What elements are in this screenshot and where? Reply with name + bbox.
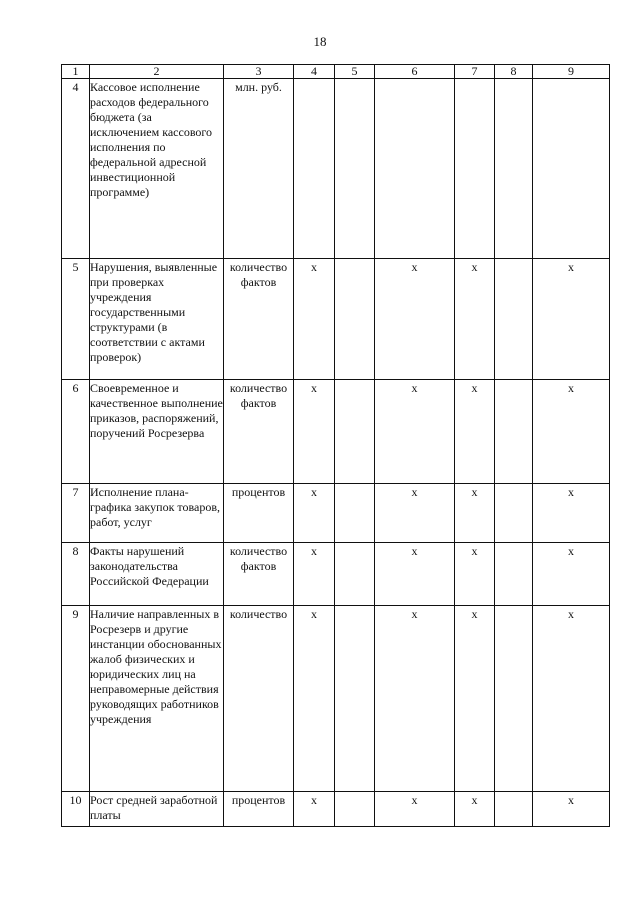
value-cell-col-4-text: x — [311, 607, 317, 621]
indicator-name-cell — [90, 380, 224, 484]
value-cell-col-8-text — [495, 259, 532, 260]
indicator-name-cell — [90, 606, 224, 792]
table-body — [62, 65, 610, 827]
header-cell-2: 2 — [90, 65, 224, 79]
value-cell-col-8-text — [495, 380, 532, 381]
unit-cell-text: количество фактов — [229, 260, 288, 289]
unit-cell-text: процентов — [231, 485, 286, 499]
indicator-name-cell-text: Исполнение плана-графика закупок товаров, работ, услуг — [90, 485, 220, 529]
value-cell-col-5-text — [335, 792, 374, 793]
value-cell-col-4-text: x — [311, 381, 317, 395]
value-cell-col-7-text — [455, 79, 494, 80]
value-cell-col-4 — [294, 484, 335, 543]
table-row — [62, 606, 610, 792]
value-cell-col-5 — [335, 543, 375, 606]
table-row — [62, 543, 610, 606]
value-cell-col-7 — [455, 79, 495, 259]
value-cell-col-8 — [495, 259, 533, 380]
indicator-name-cell — [90, 484, 224, 543]
header-cell-3: 3 — [224, 65, 294, 79]
indicator-name-cell-text: Факты нарушений законодательства Российской Федерации — [90, 544, 209, 588]
row-number-cell-text: 10 — [69, 793, 82, 807]
value-cell-col-7-text: x — [471, 260, 478, 274]
value-cell-col-9 — [533, 792, 610, 827]
page-number: 18 — [313, 34, 327, 49]
value-cell-col-8-text — [495, 79, 532, 80]
indicator-name-cell-text: Наличие направленных в Росрезерв и другие инстанции обоснованных жалоб физических и юридических лиц на неправомерные действия руководящих работников учреждения — [90, 607, 222, 726]
indicators-table — [61, 64, 610, 827]
indicator-name-cell-text: Кассовое исполнение расходов федерального бюджета (за исключением кассового исполнения по федеральной адресной инвестиционной программе) — [90, 80, 213, 199]
header-cell-8: 8 — [495, 65, 533, 79]
header-cell-1: 1 — [62, 65, 90, 79]
unit-cell — [224, 79, 294, 259]
value-cell-col-6-text: x — [411, 260, 418, 274]
unit-cell-text: млн. руб. — [235, 80, 282, 94]
value-cell-col-9 — [533, 79, 610, 259]
value-cell-col-6-text — [375, 79, 454, 80]
row-number-cell-text: 4 — [72, 80, 79, 94]
row-number-cell-text: 5 — [72, 260, 79, 274]
value-cell-col-5 — [335, 792, 375, 827]
value-cell-col-6 — [375, 380, 455, 484]
value-cell-col-6 — [375, 484, 455, 543]
value-cell-col-8 — [495, 380, 533, 484]
value-cell-col-6-text: x — [411, 381, 418, 395]
row-number-cell — [62, 606, 90, 792]
value-cell-col-7 — [455, 380, 495, 484]
value-cell-col-5-text — [335, 606, 374, 607]
value-cell-col-9-text: x — [568, 260, 574, 274]
header-row — [62, 65, 610, 79]
indicator-name-cell — [90, 792, 224, 827]
indicator-name-cell-text: Рост средней заработной платы — [90, 793, 218, 822]
unit-cell-text: количество — [229, 607, 288, 621]
header-cell-4: 4 — [294, 65, 335, 79]
value-cell-col-4 — [294, 259, 335, 380]
value-cell-col-8 — [495, 606, 533, 792]
unit-cell-text: процентов — [231, 793, 286, 807]
value-cell-col-8-text — [495, 792, 532, 793]
value-cell-col-6 — [375, 543, 455, 606]
value-cell-col-9-text: x — [568, 607, 574, 621]
value-cell-col-7 — [455, 543, 495, 606]
row-number-cell — [62, 79, 90, 259]
value-cell-col-9 — [533, 543, 610, 606]
unit-cell — [224, 484, 294, 543]
value-cell-col-6-text: x — [411, 793, 418, 807]
header-cell-7: 7 — [455, 65, 495, 79]
value-cell-col-7-text: x — [471, 793, 478, 807]
value-cell-col-7 — [455, 484, 495, 543]
value-cell-col-5 — [335, 606, 375, 792]
table-row — [62, 259, 610, 380]
value-cell-col-7-text: x — [471, 485, 478, 499]
value-cell-col-6 — [375, 79, 455, 259]
value-cell-col-5-text — [335, 79, 374, 80]
value-cell-col-5 — [335, 79, 375, 259]
value-cell-col-4 — [294, 380, 335, 484]
value-cell-col-9-text: x — [568, 544, 574, 558]
value-cell-col-4-text: x — [311, 544, 317, 558]
unit-cell — [224, 259, 294, 380]
value-cell-col-9-text: x — [568, 485, 574, 499]
header-cell-5: 5 — [335, 65, 375, 79]
value-cell-col-9-text — [533, 79, 609, 80]
value-cell-col-6-text: x — [411, 544, 418, 558]
unit-cell — [224, 606, 294, 792]
header-cell-9: 9 — [533, 65, 610, 79]
row-number-cell-text: 7 — [72, 485, 79, 499]
value-cell-col-6 — [375, 259, 455, 380]
value-cell-col-9-text: x — [568, 793, 574, 807]
value-cell-col-4-text: x — [311, 260, 317, 274]
row-number-cell-text: 6 — [72, 381, 79, 395]
value-cell-col-5 — [335, 484, 375, 543]
indicator-name-cell-text: Своевременное и качественное выполнение приказов, распоряжений, поручений Росрезерва — [90, 381, 223, 440]
value-cell-col-4 — [294, 79, 335, 259]
value-cell-col-9-text: x — [568, 381, 574, 395]
value-cell-col-4-text: x — [311, 485, 317, 499]
row-number-cell-text: 9 — [72, 607, 79, 621]
indicator-name-cell — [90, 259, 224, 380]
value-cell-col-8 — [495, 484, 533, 543]
unit-cell-text: количество фактов — [229, 381, 288, 410]
value-cell-col-5 — [335, 259, 375, 380]
value-cell-col-7 — [455, 606, 495, 792]
value-cell-col-9 — [533, 259, 610, 380]
unit-cell-text: количество фактов — [229, 544, 288, 573]
value-cell-col-9 — [533, 380, 610, 484]
unit-cell — [224, 543, 294, 606]
row-number-cell — [62, 259, 90, 380]
value-cell-col-6-text: x — [411, 607, 418, 621]
value-cell-col-5-text — [335, 543, 374, 544]
unit-cell — [224, 792, 294, 827]
value-cell-col-7-text: x — [471, 544, 478, 558]
value-cell-col-9 — [533, 484, 610, 543]
row-number-cell — [62, 792, 90, 827]
value-cell-col-8-text — [495, 606, 532, 607]
indicator-name-cell — [90, 79, 224, 259]
row-number-cell-text: 8 — [72, 544, 79, 558]
row-number-cell — [62, 484, 90, 543]
value-cell-col-8-text — [495, 543, 532, 544]
value-cell-col-8-text — [495, 484, 532, 485]
value-cell-col-4 — [294, 543, 335, 606]
value-cell-col-5 — [335, 380, 375, 484]
value-cell-col-4-text: x — [311, 793, 317, 807]
value-cell-col-9 — [533, 606, 610, 792]
value-cell-col-6 — [375, 606, 455, 792]
header-cell-6: 6 — [375, 65, 455, 79]
value-cell-col-5-text — [335, 259, 374, 260]
value-cell-col-5-text — [335, 484, 374, 485]
value-cell-col-8 — [495, 79, 533, 259]
value-cell-col-8 — [495, 543, 533, 606]
table-row — [62, 79, 610, 259]
value-cell-col-8 — [495, 792, 533, 827]
row-number-cell — [62, 380, 90, 484]
table-row — [62, 380, 610, 484]
value-cell-col-7 — [455, 792, 495, 827]
indicator-name-cell-text: Нарушения, выявленные при проверках учреждения государственными структурами (в соответствии с актами проверок) — [90, 260, 218, 364]
value-cell-col-6 — [375, 792, 455, 827]
table-row — [62, 484, 610, 543]
value-cell-col-7 — [455, 259, 495, 380]
value-cell-col-7-text: x — [471, 607, 478, 621]
unit-cell — [224, 380, 294, 484]
value-cell-col-4 — [294, 606, 335, 792]
table-row — [62, 792, 610, 827]
value-cell-col-4 — [294, 792, 335, 827]
indicator-name-cell — [90, 543, 224, 606]
value-cell-col-5-text — [335, 380, 374, 381]
value-cell-col-4-text — [294, 79, 334, 80]
row-number-cell — [62, 543, 90, 606]
value-cell-col-6-text: x — [411, 485, 418, 499]
value-cell-col-7-text: x — [471, 381, 478, 395]
